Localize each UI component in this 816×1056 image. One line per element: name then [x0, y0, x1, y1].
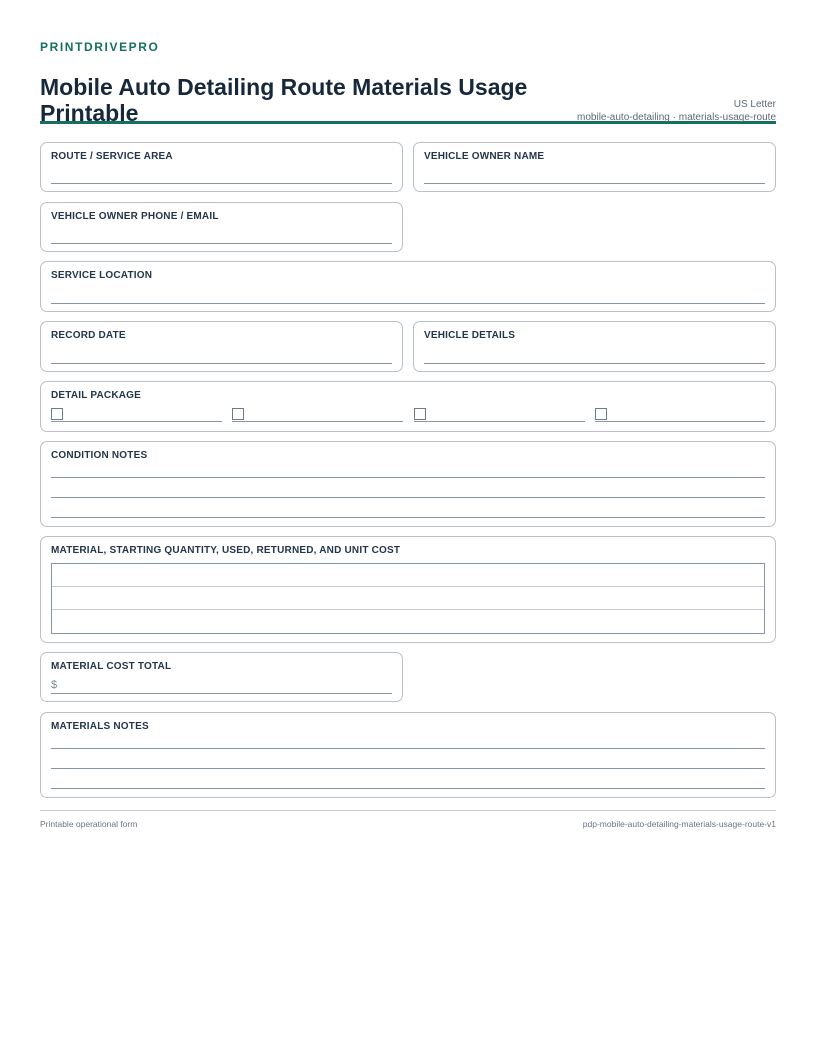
field-label: RECORD DATE [51, 330, 126, 341]
write-line[interactable] [51, 303, 765, 304]
field-label: DETAIL PACKAGE [51, 390, 142, 401]
write-line[interactable] [51, 243, 392, 244]
materials-table-field [40, 536, 776, 643]
paper-size-label: US Letter [733, 99, 776, 110]
footer-form-id: pdp-mobile-auto-detailing-materials-usage-route-v1 [582, 819, 776, 829]
vehicle-owner-name-field[interactable] [413, 142, 776, 192]
footer-left-text: Printable operational form [40, 819, 138, 829]
field-label: MATERIALS NOTES [51, 721, 149, 732]
field-label: VEHICLE OWNER PHONE / EMAIL [51, 211, 219, 222]
field-label: ROUTE / SERVICE AREA [51, 151, 173, 162]
write-line[interactable] [51, 477, 765, 478]
package-option-2[interactable] [232, 408, 403, 422]
table-row[interactable] [52, 587, 764, 610]
checkbox[interactable] [51, 408, 63, 420]
write-line[interactable] [424, 183, 765, 184]
field-label: MATERIAL COST TOTAL [51, 661, 172, 672]
materials-notes-field[interactable] [40, 712, 776, 798]
write-line[interactable] [232, 421, 403, 422]
currency-symbol: $ [51, 679, 58, 691]
write-line[interactable] [51, 768, 765, 769]
service-location-field[interactable] [40, 261, 776, 312]
checkbox[interactable] [595, 408, 607, 420]
page-title: Mobile Auto Detailing Route Materials Usage Printable [40, 74, 528, 126]
detail-package-field [40, 381, 776, 432]
write-line[interactable] [424, 363, 765, 364]
condition-notes-field[interactable] [40, 441, 776, 527]
write-line[interactable] [414, 421, 585, 422]
write-line[interactable] [51, 748, 765, 749]
vehicle-owner-contact-field[interactable] [40, 202, 403, 252]
field-label: VEHICLE OWNER NAME [424, 151, 545, 162]
materials-grid [51, 563, 765, 634]
write-line[interactable] [51, 363, 392, 364]
form-meta [577, 98, 776, 124]
checkbox[interactable] [232, 408, 244, 420]
record-date-field[interactable] [40, 321, 403, 372]
write-line[interactable] [51, 517, 765, 518]
field-label: SERVICE LOCATION [51, 270, 153, 281]
brand-name: PRINTDRIVEPRO [40, 40, 160, 54]
material-cost-total-field[interactable] [40, 652, 403, 702]
page-footer [40, 810, 776, 830]
vehicle-details-field[interactable] [413, 321, 776, 372]
write-line[interactable] [51, 183, 392, 184]
table-row[interactable] [52, 610, 764, 633]
package-option-1[interactable] [51, 408, 222, 422]
field-label: CONDITION NOTES [51, 450, 148, 461]
package-option-3[interactable] [414, 408, 585, 422]
write-line[interactable] [51, 497, 765, 498]
write-line[interactable] [595, 421, 765, 422]
write-line[interactable] [51, 693, 392, 694]
field-label: VEHICLE DETAILS [424, 330, 516, 341]
form-header [40, 54, 776, 124]
write-line[interactable] [51, 788, 765, 789]
checkbox[interactable] [414, 408, 426, 420]
field-label: MATERIAL, STARTING QUANTITY, USED, RETURNED, AND UNIT COST [51, 545, 401, 556]
route-service-area-field[interactable] [40, 142, 403, 192]
form-page [40, 40, 776, 124]
table-row[interactable] [52, 564, 764, 587]
form-slug: mobile-auto-detailing · materials-usage-route [577, 112, 776, 123]
write-line[interactable] [51, 421, 222, 422]
package-option-4[interactable] [595, 408, 765, 422]
